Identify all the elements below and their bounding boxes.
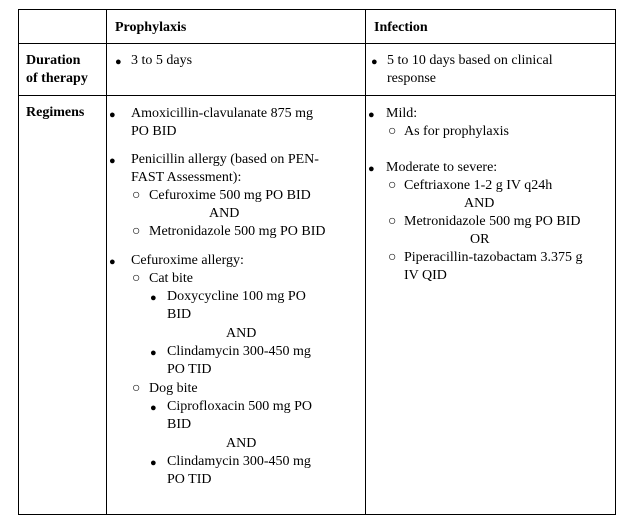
hollow-bullet-icon: ○ [132,381,141,396]
cat-and: AND [226,326,257,341]
regimens-infection-cell [366,96,616,515]
mild-title: Mild: [386,106,418,121]
regimens-row [19,96,616,515]
pen-cefuroxime: Cefuroxime 500 mg PO BID [149,188,311,203]
hollow-bullet-icon: ○ [132,224,141,239]
hollow-bullet-icon: ○ [388,250,397,265]
pen-and: AND [209,206,240,221]
dog-ciprofloxacin-line2: BID [167,417,192,432]
duration-infection-line1: 5 to 10 days based on clinical [387,53,553,68]
bullet-icon: ● [109,109,116,121]
dog-ciprofloxacin-line1: Ciprofloxacin 500 mg PO [167,399,313,414]
bullet-icon: ● [109,256,116,268]
regimens-prophylaxis-cell [107,96,366,515]
cat-doxycycline-line2: BID [167,307,192,322]
duration-label-line2: of therapy [26,71,88,86]
header-row [19,10,616,44]
pen-metronidazole: Metronidazole 500 mg PO BID [149,224,326,239]
hollow-bullet-icon: ○ [132,188,141,203]
header-infection: Infection [366,10,616,44]
metronidazole: Metronidazole 500 mg PO BID [404,214,581,229]
cat-bite-title: Cat bite [149,271,193,286]
bullet-icon: ● [115,56,122,68]
header-empty-cell [19,10,107,44]
hollow-bullet-icon: ○ [388,124,397,139]
moderate-severe-title: Moderate to severe: [386,160,498,175]
dog-and: AND [226,436,257,451]
amox-line2: PO BID [131,124,177,139]
mild-item: As for prophylaxis [404,124,509,139]
regimen-table [18,9,616,515]
hollow-bullet-icon: ○ [388,178,397,193]
header-prophylaxis: Prophylaxis [107,10,366,44]
pen-allergy-line1: Penicillin allergy (based on PEN- [131,152,319,167]
duration-infection-line2: response [387,71,436,86]
bullet-icon: ● [368,163,375,175]
hollow-bullet-icon: ○ [132,271,141,286]
ceftriaxone: Ceftriaxone 1-2 g IV q24h [404,178,553,193]
cat-doxycycline-line1: Doxycycline 100 mg PO [167,289,306,304]
duration-prophylaxis: 3 to 5 days [131,53,193,68]
duration-label-line1: Duration [26,53,81,68]
piperacillin-line1: Piperacillin-tazobactam 3.375 g [404,250,583,265]
duration-row [19,44,616,96]
duration-label [19,44,107,96]
bullet-icon: ● [150,347,157,359]
duration-prophylaxis-cell [107,44,366,96]
infection-or: OR [470,232,490,247]
regimens-label: Regimens [19,96,107,515]
bullet-icon: ● [150,457,157,469]
cat-clindamycin-line2: PO TID [167,362,212,377]
bullet-icon: ● [109,155,116,167]
dog-clindamycin-line2: PO TID [167,472,212,487]
bullet-icon: ● [371,56,378,68]
cat-clindamycin-line1: Clindamycin 300-450 mg [167,344,311,359]
pen-allergy-line2: FAST Assessment): [131,170,242,185]
piperacillin-line2: IV QID [404,268,447,283]
bullet-icon: ● [150,402,157,414]
bullet-icon: ● [368,109,375,121]
duration-infection-cell [366,44,616,96]
bullet-icon: ● [150,292,157,304]
dog-bite-title: Dog bite [149,381,198,396]
infection-and: AND [464,196,495,211]
hollow-bullet-icon: ○ [388,214,397,229]
cefuroxime-allergy-title: Cefuroxime allergy: [131,253,244,268]
amox-line1: Amoxicillin-clavulanate 875 mg [131,106,313,121]
dog-clindamycin-line1: Clindamycin 300-450 mg [167,454,311,469]
